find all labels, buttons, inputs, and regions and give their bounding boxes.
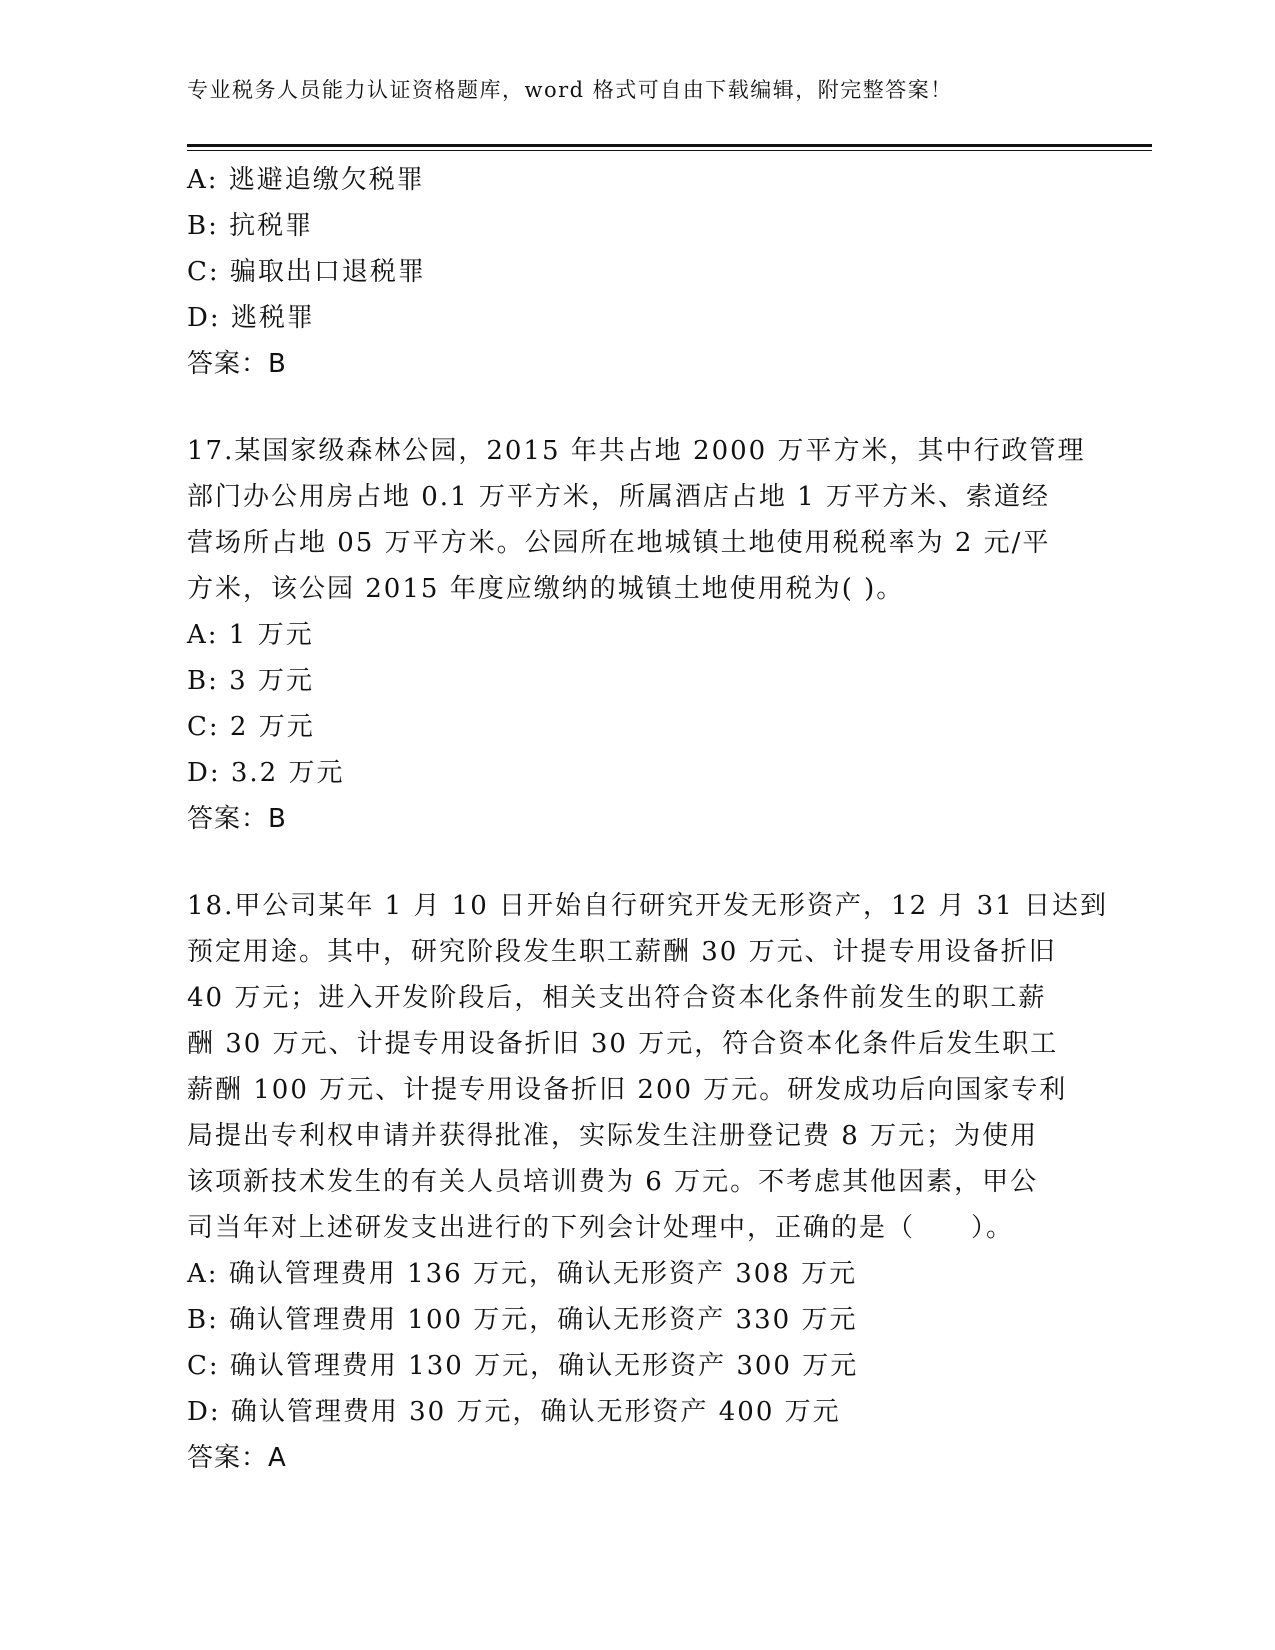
question-text: [187, 428, 1087, 612]
option-c: C: 确认管理费用 130 万元，确认无形资产 300 万元: [187, 1351, 859, 1381]
question-16: [187, 157, 1087, 387]
question-line: 营场所占地 05 万平方米。公园所在地城镇土地使用税税率为 2 元/平: [187, 528, 1051, 558]
question-line: 酬 30 万元、计提专用设备折旧 30 万元，符合资本化条件后发生职工: [187, 1029, 1059, 1059]
question-line: 司当年对上述研发支出进行的下列会计处理中，正确的是（ ）。: [187, 1213, 1015, 1243]
question-17: [187, 428, 1087, 842]
question-18: [187, 883, 1108, 1481]
question-line: 薪酬 100 万元、计提专用设备折旧 200 万元。研发成功后向国家专利: [187, 1075, 1068, 1105]
question-line: 局提出专利权申请并获得批准，实际发生注册登记费 8 万元；为使用: [187, 1121, 1039, 1151]
header-rule-thin: [187, 150, 1152, 151]
answer: 答案：B: [187, 804, 287, 834]
option-a: A: 1 万元: [187, 620, 314, 650]
question-line: 18.甲公司某年 1 月 10 日开始自行研究开发无形资产，12 月 31 日达到: [187, 891, 1108, 921]
option-b: B: 3 万元: [187, 666, 314, 696]
document-body: [187, 157, 1108, 1481]
option-d: D: 逃税罪: [187, 303, 315, 333]
option-a: A: 逃避追缴欠税罪: [187, 165, 425, 195]
option-d: D: 3.2 万元: [187, 758, 345, 788]
spacer: [187, 387, 1087, 428]
spacer: [187, 842, 1087, 883]
option-c: C: 骗取出口退税罪: [187, 257, 426, 287]
answer: 答案：A: [187, 1443, 287, 1473]
option-b: B: 抗税罪: [187, 211, 314, 241]
question-line: 部门办公用房占地 0.1 万平方米，所属酒店占地 1 万平方米、索道经: [187, 482, 1050, 512]
option-b: B: 确认管理费用 100 万元，确认无形资产 330 万元: [187, 1305, 858, 1335]
question-line: 方米，该公园 2015 年度应缴纳的城镇土地使用税为( )。: [187, 574, 905, 604]
question-text: [187, 883, 1108, 1251]
question-line: 17.某国家级森林公园，2015 年共占地 2000 万平方米，其中行政管理: [187, 436, 1086, 466]
question-line: 该项新技术发生的有关人员培训费为 6 万元。不考虑其他因素，甲公: [187, 1167, 1039, 1197]
option-a: A: 确认管理费用 136 万元，确认无形资产 308 万元: [187, 1259, 858, 1289]
option-d: D: 确认管理费用 30 万元，确认无形资产 400 万元: [187, 1397, 841, 1427]
header-rule-thick: [187, 144, 1152, 147]
question-line: 40 万元；进入开发阶段后，相关支出符合资本化条件前发生的职工薪: [187, 983, 1047, 1013]
answer: 答案：B: [187, 349, 287, 379]
question-line: 预定用途。其中，研究阶段发生职工薪酬 30 万元、计提专用设备折旧: [187, 937, 1057, 967]
page-header: 专业税务人员能力认证资格题库，word 格式可自由下载编辑，附完整答案！: [187, 78, 953, 102]
option-c: C: 2 万元: [187, 712, 315, 742]
